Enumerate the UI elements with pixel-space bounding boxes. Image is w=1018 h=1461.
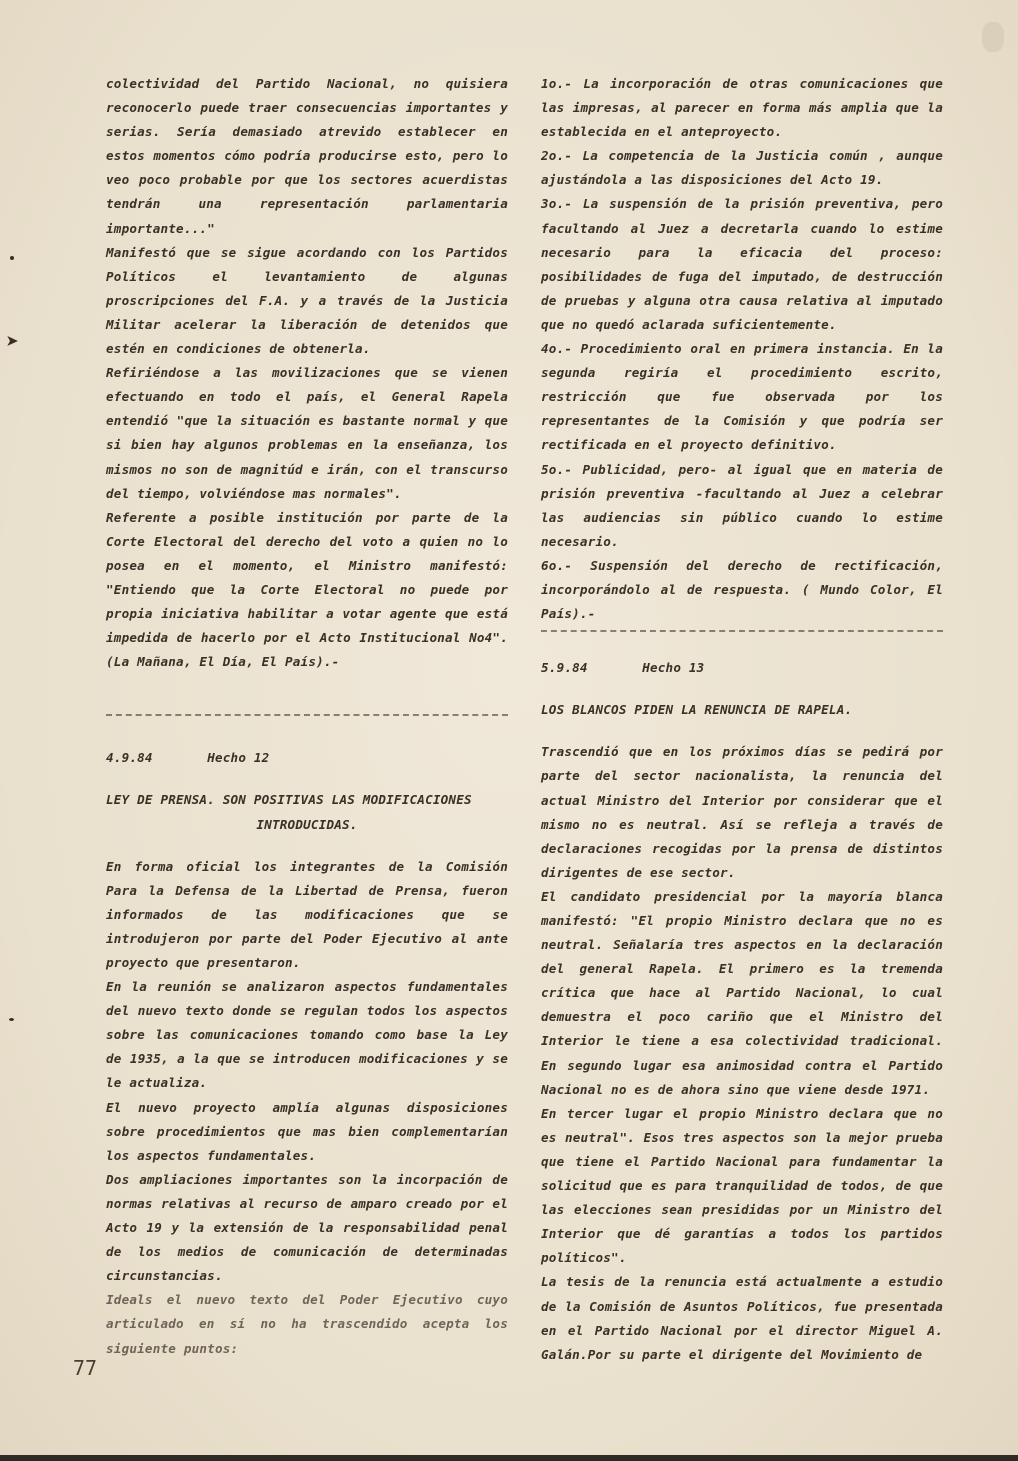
hecho-heading [106,746,508,770]
margin-dot [9,1018,14,1021]
right-column [541,72,943,1367]
list-item: 3o.- La suspensión de la prisión preventiva, pero facultando al Juez a decretarla cuando lo estime necesario para la eficacia del proceso: posibilidades de fuga del imputado, de destrucción de pruebas y alguna otra causa relativa al imputado que no quedó aclarada suficientemente. [541,196,943,332]
paragraph: En la reunión se analizaron aspectos fundamentales del nuevo texto donde se regulan todos los aspectos sobre las comunicaciones tomando como base la Ley de 1935, a la que se introducen modificaciones y se le actualiza. [106,979,508,1091]
divider [541,630,943,632]
paragraph: En tercer lugar el propio Ministro declara que no es neutral". Esos tres aspectos son la mejor prueba que tiene el Partido Nacional para fundamentar la solicitud que es para tranquilidad de todos, de que las elecciones sean presididas por un Ministro del Interior que dé garantías a todos los partidos políticos". [541,1105,943,1266]
headline: LOS BLANCOS PIDEN LA RENUNCIA DE RAPELA. [541,702,853,718]
paragraph: En forma oficial los integrantes de la Comisión Para la Defensa de la Libertad de Prensa, fueron informados de las modificaciones que se introdujeron por parte del Poder Ejecutivo al ante proyecto que presentaron. [106,858,508,970]
paragraph: La tesis de la renuncia está actualmente a estudio de la Comisión de Asuntos Políticos, fue presentada en el Partido Nacional por el director Miguel A. Galán.Por su parte el dirigente del Movimiento de [541,1274,943,1362]
hecho-date: 4.9.84 [106,750,153,766]
paragraph: Refiriéndose a las movilizaciones que se vienen efectuando en todo el país, el General Rapela entendió "que la situación es bastante normal y que si bien hay algunos problemas en la enseñanza, los mismos no son de magnitúd e irán, con el transcurso del tiempo, volviéndose mas normales". [106,365,508,501]
left-column [106,72,508,1361]
list-item: 4o.- Procedimiento oral en primera instancia. En la segunda regiría el procedimiento escrito, restricción que fue observada por los representantes de la Comisión y que podría ser rectificada en el proyecto definitivo. [541,341,943,453]
list-item: 5o.- Publicidad, pero- al igual que en materia de prisión preventiva -facultando al Juez a celebrar las audiencias sin público cuando lo estime necesario. [541,461,943,549]
paragraph: Trascendió que en los próximos días se pedirá por parte del sector nacionalista, la renuncia del actual Ministro del Interior por considerar que el mismo no es neutral. Así se refleja a través de declaraciones recogidas por la prensa de distintos dirigentes de ese sector. [541,744,943,880]
paragraph: Referente a posible institución por parte de la Corte Electoral del derecho del voto a quien no lo posea en el momento, el Ministro manifestó: "Entiendo que la Corte Electoral no puede por propia iniciativa habilitar a votar agente que está impedida de hacerlo por el Acto Institucional No4". (La Mañana, El Día, El País).- [106,509,508,670]
margin-arrow-mark: ➤ [6,330,20,355]
hecho-date: 5.9.84 [541,660,588,676]
divider [106,714,508,716]
paragraph: Dos ampliaciones importantes son la incorpación de normas relativas al recurso de amparo creado por el Acto 19 y la extensión de la responsabilidad penal de los medios de comunicación de determinadas circunstancias. [106,1171,508,1284]
hecho-label: Hecho 12 [207,750,270,766]
page-number: 77 [73,1356,98,1380]
scan-edge [0,1455,1018,1461]
list-item: 1o.- La incorporación de otras comunicaciones que las impresas, al parecer en forma más amplia que la establecida en el anteproyecto. [541,76,943,140]
hecho-heading [541,656,943,680]
paragraph: El nuevo proyecto amplía algunas disposiciones sobre procedimientos que mas bien complementarían los aspectos fundamentales. [106,1099,508,1163]
list-item: 2o.- La competencia de la Justicia común , aunque ajustándola a las disposiciones del Acto 19. [541,148,943,188]
headline-line: INTRODUCIDAS. [256,816,358,832]
headline-continued [106,813,508,837]
paragraph: colectividad del Partido Nacional, no quisiera reconocerlo puede traer consecuencias importantes y serias. Sería demasiado atrevido establecer en estos momentos cómo podría producirse esto, pero lo veo poco probable por que los sectores acuerdistas tendrán una representación parlamentaria importante..." [106,76,508,236]
list-item: 6o.- Suspensión del derecho de rectificación, incorporándolo al de respuesta. ( Mundo Color, El País).- [541,557,943,622]
headline [106,788,508,812]
hecho-label: Hecho 13 [642,660,705,676]
headline-line: LEY DE PRENSA. SON POSITIVAS LAS MODIFICACIONES [106,792,472,808]
margin-dot [10,256,14,260]
corner-smudge [982,22,1004,52]
paragraph: El candidato presidencial por la mayoría blanca manifestó: "El propio Ministro declara que no es neutral. Señalaría tres aspectos en la declaración del general Rapela. El primero es la tremenda crítica que hace al Partido Nacional, lo cual demuestra el poco cariño que el Ministro del Interior le tiene a esa colectividad tradicional. En segundo lugar esa animosidad contra el Partido Nacional no es de ahora sino que viene desde 1971. [541,888,943,1097]
paragraph: Ideals el nuevo texto del Poder Ejecutivo cuyo articulado en sí no ha trascendido acepta los siguiente puntos: [106,1292,508,1356]
paragraph: Manifestó que se sigue acordando con los Partidos Políticos el levantamiento de algunas proscripciones del F.A. y a través de la Justicia Militar acelerar la liberación de detenidos que estén en condiciones de obtenerla. [106,244,508,357]
